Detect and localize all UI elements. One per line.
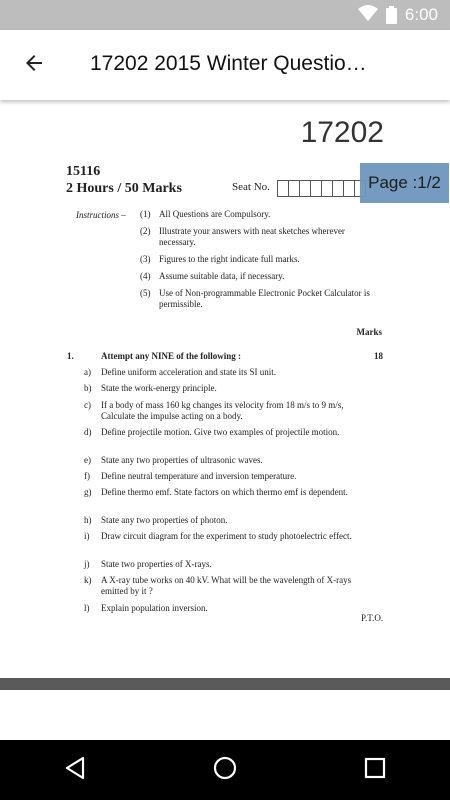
paper-code: 17202 xyxy=(300,116,384,149)
instruction-item: (3) Figures to the right indicate full marks. xyxy=(140,254,300,264)
system-nav-bar xyxy=(0,740,450,800)
subject-code: 15116 xyxy=(66,164,101,179)
instruction-item: (2) Illustrate your answers with neat sketches wherever necessary. xyxy=(140,226,345,247)
sub-question: d) Define projectile motion. Give two examples of projectile motion. xyxy=(84,427,340,437)
pdf-page[interactable] xyxy=(0,100,450,678)
question-heading: Attempt any NINE of the following : xyxy=(101,351,241,361)
sub-question: l) Explain population inversion. xyxy=(84,603,208,613)
sub-question: e) State any two properties of ultrasonic waves. xyxy=(84,455,263,465)
arrow-back-icon xyxy=(22,51,46,80)
sub-question: g) Define thermo emf. State factors on which thermo emf is dependent. xyxy=(84,487,348,497)
battery-icon xyxy=(386,6,397,24)
app-bar xyxy=(0,30,450,100)
duration-marks: 2 Hours / 50 Marks xyxy=(66,181,182,196)
nav-home-button[interactable] xyxy=(195,740,255,800)
nav-back-button[interactable] xyxy=(45,740,105,800)
status-time: 6:00 xyxy=(404,5,438,24)
sub-question: i) Draw circuit diagram for the experiment to study photoelectric effect. xyxy=(84,531,352,541)
instructions-list xyxy=(140,209,375,316)
square-recents-icon xyxy=(364,757,386,784)
document-title: 17202 2015 Winter Questio… xyxy=(90,52,367,75)
triangle-back-icon xyxy=(64,756,86,785)
instruction-item: (4) Assume suitable data, if necessary. xyxy=(140,271,285,281)
question-number: 1. xyxy=(67,351,74,361)
back-button[interactable] xyxy=(14,47,54,83)
sub-question: j) State two properties of X-rays. xyxy=(84,559,212,569)
nav-recents-button[interactable] xyxy=(345,740,405,800)
page-indicator: Page :1/2 xyxy=(360,163,449,203)
page-divider xyxy=(0,678,450,690)
sub-question: b) State the work-energy principle. xyxy=(84,383,217,393)
marks-heading: Marks xyxy=(356,327,382,337)
sub-question: k) A X-ray tube works on 40 kV. What will be the wavelength of X-rays emitted by it ? xyxy=(84,575,352,596)
wifi-icon xyxy=(358,5,378,26)
seat-label: Seat No. xyxy=(232,181,270,193)
circle-home-icon xyxy=(213,756,237,785)
instructions-label: Instructions – xyxy=(76,210,126,220)
pto-label: P.T.O. xyxy=(361,613,384,623)
status-icons xyxy=(358,0,438,30)
sub-question: c) If a body of mass 160 kg changes its velocity from 18 m/s to 9 m/s, Calculate the impulse acting on a body. xyxy=(84,400,344,421)
sub-question: f) Define neutral temperature and inversion temperature. xyxy=(84,471,297,481)
seat-number-boxes xyxy=(278,180,366,197)
instruction-item: (1) All Questions are Compulsory. xyxy=(140,209,271,219)
sub-question: h) State any two properties of photon. xyxy=(84,515,228,525)
instruction-item: (5) Use of Non-programmable Electronic Pocket Calculator is permissible. xyxy=(140,288,370,309)
sub-question: a) Define uniform acceleration and state its SI unit. xyxy=(84,367,276,377)
status-bar xyxy=(0,0,450,30)
question-marks: 18 xyxy=(374,351,383,361)
